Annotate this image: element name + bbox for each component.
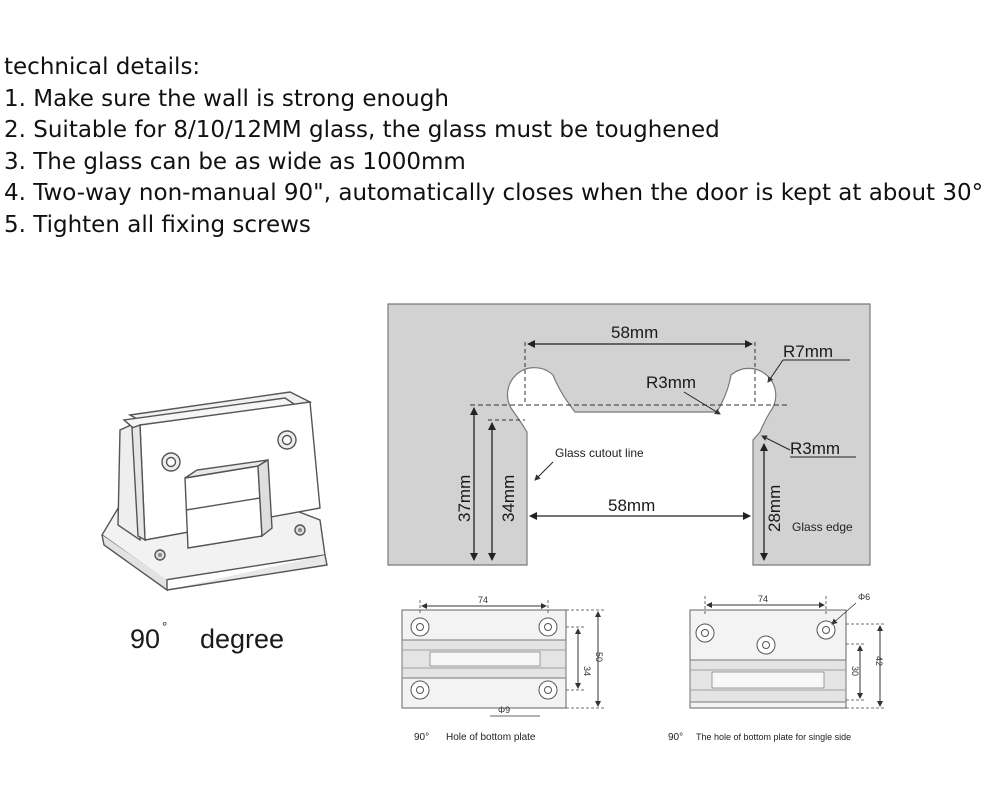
spec-item-5: 5. Tighten all fixing screws xyxy=(4,211,311,238)
r3-top-label: R3mm xyxy=(646,373,697,392)
bottom-plate-double xyxy=(402,595,604,743)
plate-left-caption-deg: 90° xyxy=(414,732,430,743)
plate-right-width: 74 xyxy=(758,594,769,604)
plate-right-h42: 42 xyxy=(874,656,884,667)
plate-left-hole: Φ9 xyxy=(498,705,511,715)
plate-right-caption: The hole of bottom plate for single side xyxy=(696,732,852,742)
svg-text:°: ° xyxy=(162,619,168,634)
r3-side-label: R3mm xyxy=(790,439,841,458)
svg-text:90: 90 xyxy=(130,624,161,654)
dim-34-label: 34mm xyxy=(499,474,518,522)
hinge-caption xyxy=(130,619,284,654)
plate-right-h30: 30 xyxy=(850,666,860,677)
plate-left-width: 74 xyxy=(478,595,489,605)
plate-right-hole: Φ6 xyxy=(858,592,871,602)
dim-37-label: 37mm xyxy=(455,474,474,522)
plate-right-caption-deg: 90° xyxy=(668,732,684,743)
glass-cutout-diagram xyxy=(388,304,870,565)
dim-28-label: 28mm xyxy=(765,484,784,532)
spec-item-4: 4. Two-way non-manual 90", automatically closes when the door is kept at about 30° xyxy=(4,180,984,206)
r7-label: R7mm xyxy=(783,342,834,361)
bottom-plate-single xyxy=(668,592,886,743)
hinge-illustration xyxy=(102,392,327,590)
plate-left-caption: Hole of bottom plate xyxy=(446,732,536,743)
plate-left-h34: 34 xyxy=(582,666,592,677)
svg-text:degree: degree xyxy=(200,624,285,654)
spec-item-1: 1. Make sure the wall is strong enough xyxy=(4,85,449,112)
dim-bottom-width-label: 58mm xyxy=(608,496,656,515)
glass-edge-label: Glass edge xyxy=(792,520,853,534)
cutout-line-label: Glass cutout line xyxy=(555,446,644,460)
spec-heading: technical details: xyxy=(4,54,201,80)
spec-item-2: 2. Suitable for 8/10/12MM glass, the glass must be toughened xyxy=(4,117,720,143)
plate-left-h50: 50 xyxy=(594,652,604,663)
spec-item-3: 3. The glass can be as wide as 1000mm xyxy=(4,148,466,175)
dim-top-width-label: 58mm xyxy=(611,323,659,342)
